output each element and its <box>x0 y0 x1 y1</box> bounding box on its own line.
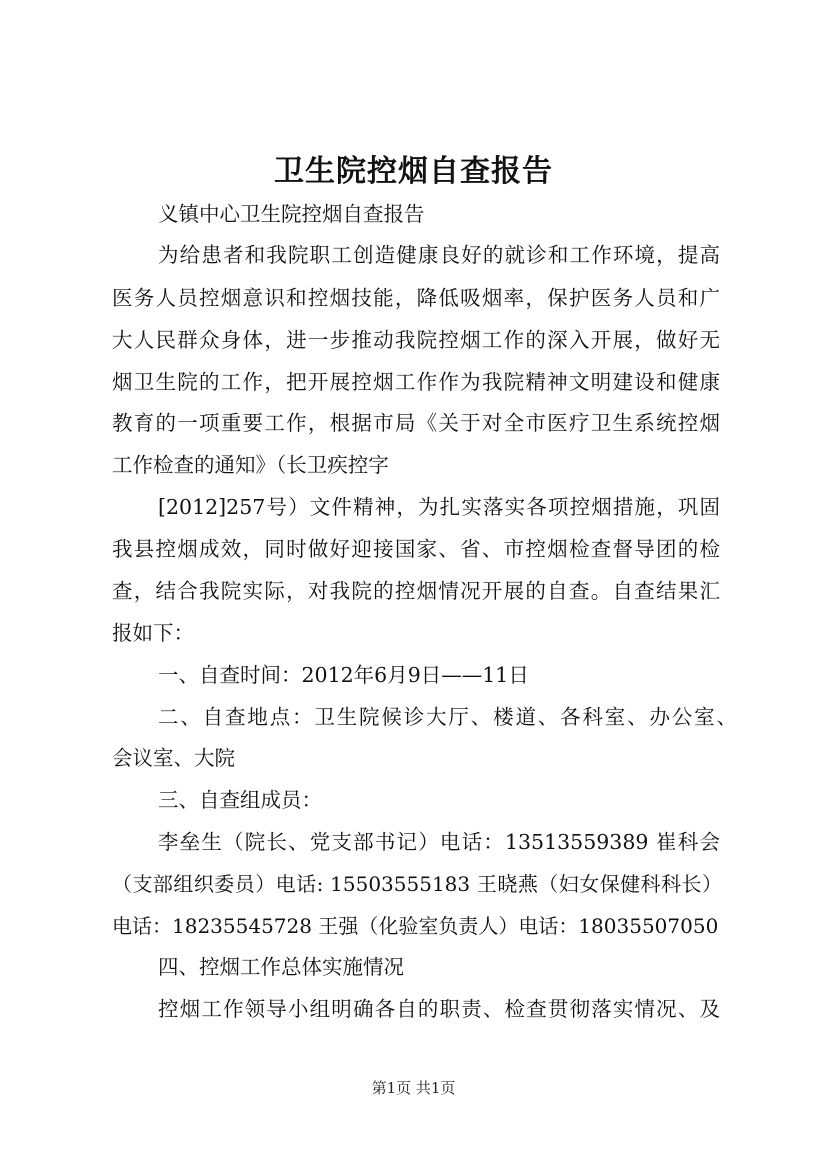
paragraph-line: 烟卫生院的工作，把开展控烟工作作为我院精神文明建设和健康 <box>112 370 720 394</box>
paragraph-line: 义镇中心卫生院控烟自查报告 <box>158 202 425 226</box>
paragraph-line: 大人民群众身体，进一步推动我院控烟工作的深入开展，做好无 <box>112 328 720 352</box>
paragraph-line: 三、自查组成员： <box>158 788 322 812</box>
paragraph-line: [2012]257号）文件精神，为扎实落实各项控烟措施，巩固 <box>158 495 720 519</box>
page-number-footer: 第1页 共1页 <box>371 1079 456 1097</box>
paragraph-line: 为给患者和我院职工创造健康良好的就诊和工作环境，提高 <box>158 243 720 267</box>
paragraph-line: 四、控烟工作总体实施情况 <box>158 955 404 979</box>
paragraph-line: 电话：18235545728 王强（化验室负责人）电话：18035507050 <box>112 914 719 938</box>
paragraph-line: 工作检查的通知》（长卫疾控字 <box>112 453 389 477</box>
paragraph-line: （支部组织委员）电话: 15503555183 王晓燕（妇女保健科科长） <box>112 872 722 896</box>
paragraph-line: 控烟工作领导小组明确各自的职责、检查贯彻落实情况、及 <box>158 997 720 1021</box>
paragraph-line: 一、自查时间：2012年6月9日——11日 <box>158 663 529 687</box>
paragraph-line: 二、自查地点：卫生院候诊大厅、楼道、各科室、办公室、 <box>158 705 737 729</box>
paragraph-line: 我县控烟成效，同时做好迎接国家、省、市控烟检查督导团的检 <box>112 537 720 561</box>
paragraph-line: 报如下： <box>112 621 194 645</box>
paragraph-line: 教育的一项重要工作，根据市局《关于对全市医疗卫生系统控烟 <box>112 411 720 435</box>
paragraph-line: 查，结合我院实际，对我院的控烟情况开展的自查。自查结果汇 <box>112 579 720 603</box>
paragraph-line: 会议室、大院 <box>112 746 235 770</box>
paragraph-line: 李垒生（院长、党支部书记）电话：13513559389 崔科会 <box>158 830 720 854</box>
document-title: 卫生院控烟自查报告 <box>274 154 553 189</box>
paragraph-line: 医务人员控烟意识和控烟技能，降低吸烟率，保护医务人员和广 <box>112 286 720 310</box>
